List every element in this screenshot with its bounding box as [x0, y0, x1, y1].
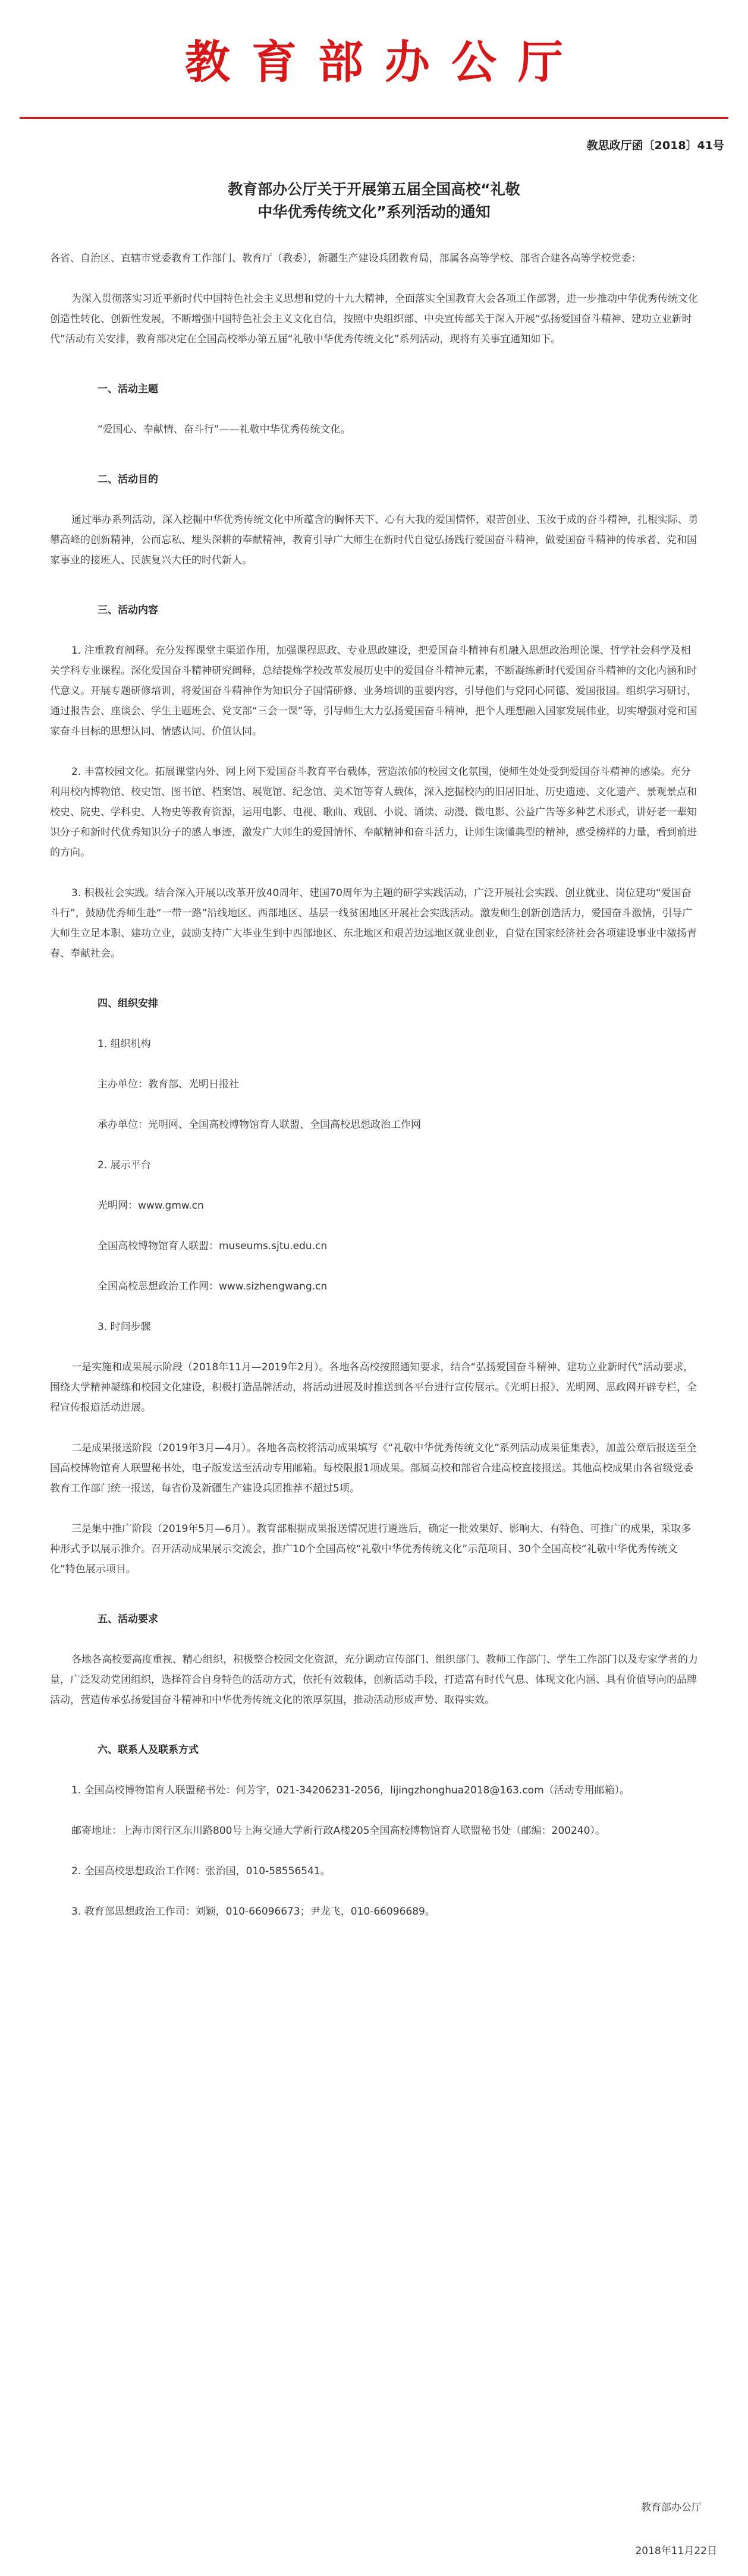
intro-paragraph: 为深入贯彻落实习近平新时代中国特色社会主义思想和党的十九大精神，全面落实全国教育大会各项工作部署，进一步推动中华优秀传统文化创造性转化、创新性发展，不断增强中国特色社会主义文化自信，按照中央组织部、中央宣传部关于深入开展“弘扬爱国奋斗精神、建功立业新时代”活动有关安排，教育部决定在全国高校举办第五届“礼敬中华优秀传统文化”系列活动，现将有关事宜通知如下。	[50, 293, 698, 345]
steps-subheading: 3. 时间步骤	[98, 1321, 151, 1333]
host-units: 主办单位：教育部、光明日报社	[98, 1079, 239, 1090]
undertaking-units: 承办单位：光明网、全国高校博物馆育人联盟、全国高校思想政治工作网	[98, 1119, 421, 1131]
document-title-line-1: 教育部办公厅关于开展第五届全国高校“礼敬	[228, 181, 520, 198]
platform-site-museums: 全国高校博物馆育人联盟：museums.sjtu.edu.cn	[98, 1240, 328, 1252]
org-subheading: 1. 组织机构	[98, 1038, 151, 1050]
addressee: 各省、自治区、直辖市党委教育工作部门、教育厅（教委），新疆生产建设兵团教育局，部属各高等学校、部省合建各高等学校党委：	[50, 253, 642, 264]
red-header-title: 教育部办公厅	[185, 36, 584, 89]
platform-site-gmw: 光明网：www.gmw.cn	[98, 1200, 204, 1212]
document-title-line-2: 中华优秀传统文化”系列活动的通知	[257, 203, 491, 220]
content-paragraph-3: 3. 积极社会实践。结合深入开展以改革开放40周年、建国70周年为主题的研学实践活动，广泛开展社会实践、创业就业、岗位建功“爱国奋斗行”，鼓励优秀师生赴“一带一路”沿线地区、西部地区、基层一线贫困地区开展社会实践活动。激发师生创新创造活力，爱国奋斗激情，引导广大师生立足本职、建功立业，鼓励支持广大毕业生到中西部地区、东北地区和艰苦边远地区就业创业，自觉在国家经济社会各项建设事业中激扬青春、奉献社会。	[50, 887, 697, 960]
contact-3: 3. 教育部思想政治工作司：刘颖，010-66096673；尹龙飞，010-66096689。	[71, 1906, 435, 1918]
step-2-paragraph: 二是成果报送阶段（2019年3月—4月）。各地各高校将活动成果填写《“礼敬中华优秀传统文化”系列活动成果征集表》，加盖公章后报送至全国高校博物馆育人联盟秘书处，电子版发送至活动专用邮箱。每校限报1项成果。部属高校和部省合建高校直接报送。其他高校成果由各省级党委教育工作部门统一报送，每省份及新疆生产建设兵团推荐不超过5项。	[50, 1442, 697, 1494]
section-heading-purpose: 二、活动目的	[98, 474, 158, 485]
issue-date: 2018年11月22日	[635, 2545, 717, 2557]
requirements-text: 各地各高校要高度重视、精心组织，积极整合校园文化资源，充分调动宣传部门、组织部门、教师工作部门、学生工作部门以及专家学者的力量，广泛发动党团组织，选择符合自身特色的活动方式，依托有效载体，创新活动手段，打造富有时代气息、体现文化内涵、具有价值导向的品牌活动，营造传承弘扬爱国奋斗精神和中华优秀传统文化的浓厚氛围，推动活动形成声势、取得实效。	[50, 1654, 698, 1706]
section-heading-content: 三、活动内容	[98, 604, 158, 616]
red-divider-line	[20, 117, 728, 119]
platform-subheading: 2. 展示平台	[98, 1159, 151, 1171]
document-number: 教思政厅函〔2018〕41号	[586, 139, 724, 152]
section-heading-organization: 四、组织安排	[98, 998, 158, 1010]
issuer-signature: 教育部办公厅	[641, 2502, 702, 2514]
mailing-address: 邮寄地址：上海市闵行区东川路800号上海交通大学新行政A楼205全国高校博物馆育人联盟秘书处（邮编：200240）。	[71, 1825, 605, 1837]
section-heading-theme: 一、活动主题	[98, 383, 158, 395]
content-paragraph-1: 1. 注重教育阐释。充分发挥课堂主渠道作用，加强课程思政、专业思政建设，把爱国奋斗精神有机融入思想政治理论课、哲学社会科学及相关学科专业课程。深化爱国奋斗精神研究阐释，总结提炼学校改革发展历史中的爱国奋斗精神元素，不断凝练新时代爱国奋斗精神的文化内涵和时代意义。开展专题研修培训，将爱国奋斗精神作为知识分子国情研修、业务培训的重要内容，引导他们与党同心同德、爱国报国。组织学习研讨，通过报告会、座谈会、学生主题班会、党支部“三会一课”等，引导师生大力弘扬爱国奋斗精神，把个人理想融入国家发展伟业，切实增强对党和国家奋斗目标的思想认同、情感认同、价值认同。	[50, 645, 697, 737]
theme-text: “爱国心、奉献情、奋斗行”——礼敬中华优秀传统文化。	[98, 424, 351, 436]
step-1-paragraph: 一是实施和成果展示阶段（2018年11月—2019年2月）。各地各高校按照通知要求，结合“弘扬爱国奋斗精神、建功立业新时代”活动要求，围绕大学精神凝练和校园文化建设，积极打造品牌活动，将活动进展及时推送到各平台进行宣传展示。《光明日报》、光明网、思政网开辟专栏，全程宣传报道活动进展。	[50, 1361, 697, 1414]
content-paragraph-2: 2. 丰富校园文化。拓展课堂内外、网上网下爱国奋斗教育平台载体，营造浓郁的校园文化氛围，使师生处处受到爱国奋斗精神的感染。充分利用校内博物馆、校史馆、图书馆、档案馆、展览馆、纪念馆、美术馆等育人载体，深入挖掘校内的旧居旧址、历史遗迹、文化遗产、景观景点和校史、院史、学科史、人物史等教育资源，运用电影、电视、歌曲、戏剧、小说、诵读、动漫、微电影、公益广告等多种艺术形式，讲好老一辈知识分子和新时代优秀知识分子的感人事迹，激发广大师生的爱国情怀、奉献精神和奋斗活力，让师生读懂典型的精神，感受榜样的力量，看到前进的方向。	[50, 766, 697, 859]
purpose-text: 通过举办系列活动，深入挖掘中华优秀传统文化中所蕴含的胸怀天下、心有大我的爱国情怀，艰苦创业、玉汝于成的奋斗精神，扎根实际、勇攀高峰的创新精神，公而忘私、埋头深耕的奉献精神，教育引导广大师生在新时代自觉弘扬践行爱国奋斗精神，做爱国奋斗精神的传承者、党和国家事业的接班人、民族复兴大任的时代新人。	[50, 514, 698, 566]
section-heading-contacts: 六、联系人及联系方式	[98, 1744, 199, 1756]
step-3-paragraph: 三是集中推广阶段（2019年5月—6月）。教育部根据成果报送情况进行遴选后，确定一批效果好、影响大、有特色、可推广的成果，采取多种形式予以展示推介。召开活动成果展示交流会，推广10个全国高校“礼敬中华优秀传统文化”示范项目、30个全国高校“礼敬中华优秀传统文化”特色展示项目。	[50, 1523, 692, 1575]
document-body	[50, 248, 698, 1922]
contact-1: 1. 全国高校博物馆育人联盟秘书处：何芳宇，021-34206231-2056，lijingzhonghua2018@163.com（活动专用邮箱）。	[71, 1784, 630, 1796]
contact-2: 2. 全国高校思想政治工作网：张治国，010-58556541。	[71, 1865, 331, 1877]
platform-site-sizhengwang: 全国高校思想政治工作网：www.sizhengwang.cn	[98, 1281, 328, 1292]
section-heading-requirements: 五、活动要求	[98, 1613, 158, 1625]
document-title	[0, 178, 748, 223]
